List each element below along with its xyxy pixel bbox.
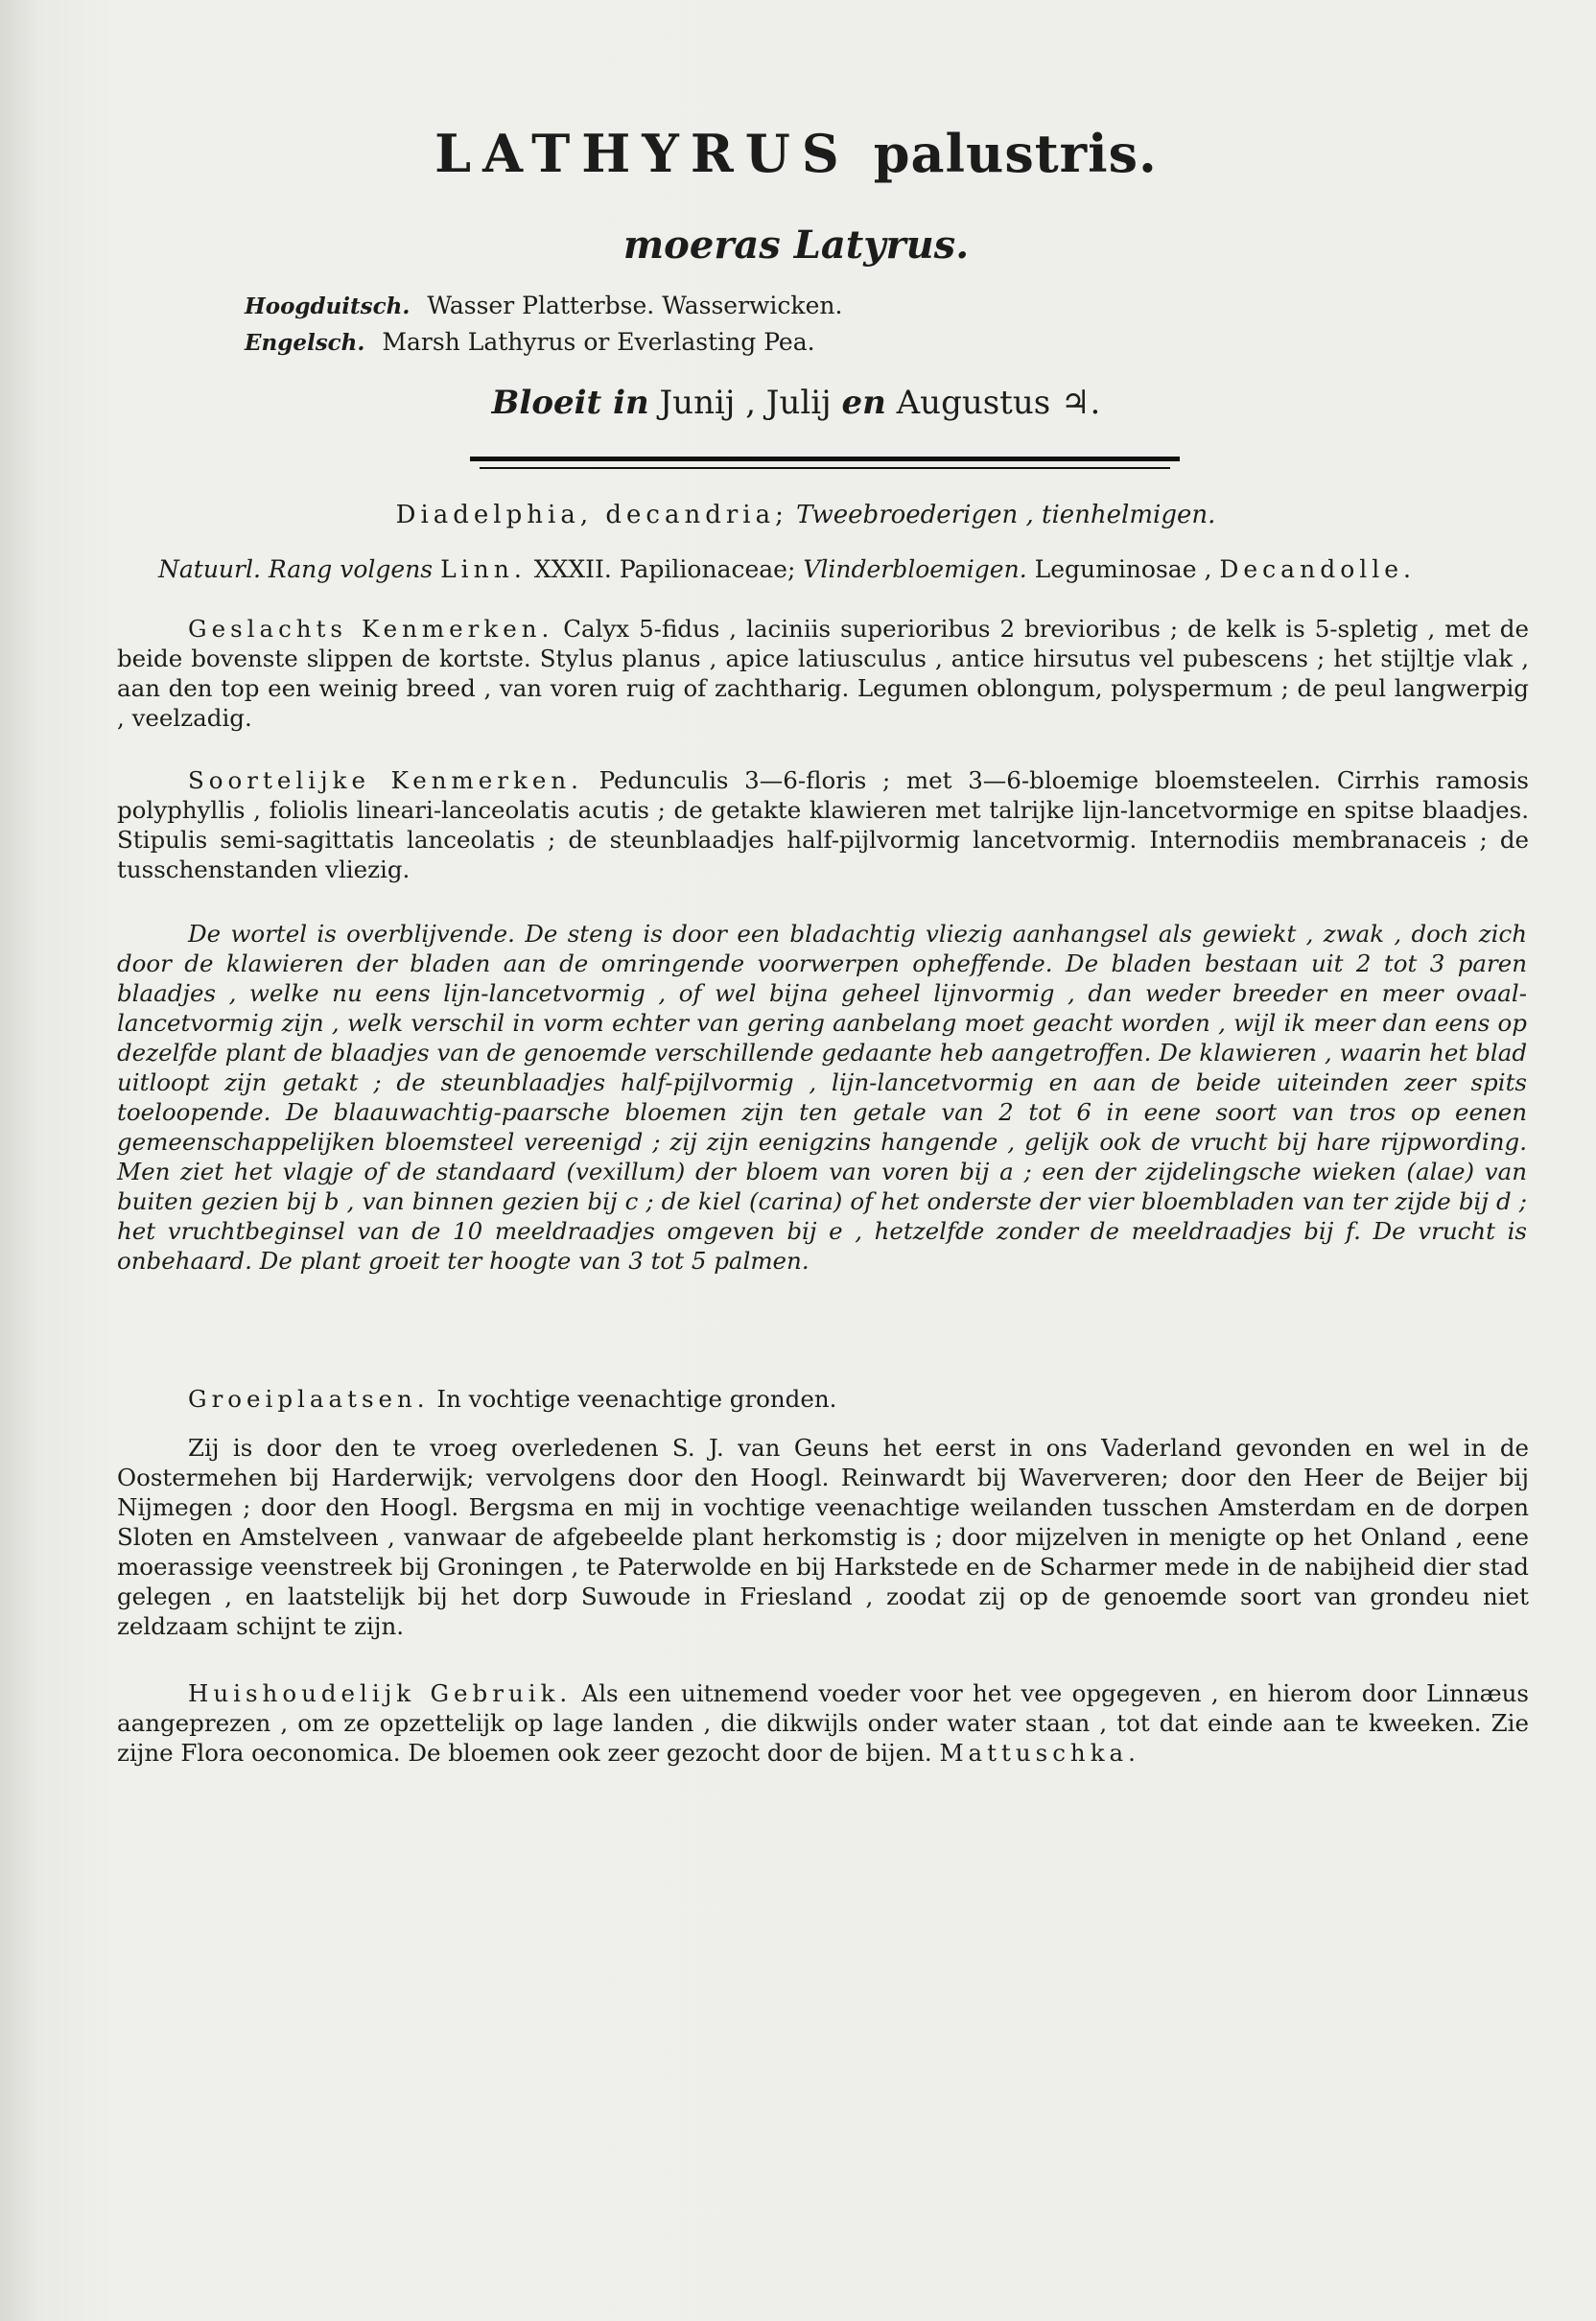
- name-line-english: [245, 324, 1108, 362]
- perennial-symbol: ♃.: [1061, 384, 1101, 422]
- habitat-heading: Groeiplaatsen.: [188, 1385, 430, 1413]
- linnean-class: Diadelphia, decandria;: [395, 501, 788, 529]
- page-title: [317, 123, 1276, 184]
- bloom-period: [317, 384, 1276, 422]
- vernacular-name: moeras Latyrus.: [622, 223, 970, 268]
- economic-use-text: Als een uitnemend voeder voor het vee opgegeven , en hierom door Linnæus aangeprezen , om ze opzettelijk op lage landen , die dikwijls onder water staan , tot dat einde aan te kweeken. Zie zijne Flora oeconomica. De bloemen ook zeer gezocht door de bijen.: [117, 1679, 1529, 1767]
- bloom-label: Bloeit in: [491, 384, 649, 422]
- genus-name: LATHYRUS: [434, 123, 851, 184]
- bloom-last: Augustus: [896, 384, 1051, 422]
- rank-number: XXXII.: [533, 555, 612, 583]
- bloom-months: Junij , Julij: [659, 384, 832, 422]
- name-text: Marsh Lathyrus or Everlasting Pea.: [382, 328, 815, 356]
- rank-family: Papilionaceae;: [619, 555, 796, 583]
- economic-use-author: Mattuschka.: [939, 1739, 1140, 1767]
- economic-use-heading: Huishoudelijk Gebruik.: [188, 1679, 573, 1707]
- rank-family-dutch: Vlinderbloemigen.: [803, 555, 1027, 583]
- species-characters: [117, 765, 1529, 884]
- name-language: Hoogduitsch.: [245, 293, 411, 319]
- name-line-german: [245, 288, 1108, 325]
- name-language: Engelsch.: [245, 330, 365, 356]
- rank-label: Natuurl. Rang volgens: [158, 555, 434, 583]
- species-characters-text: Pedunculis 3—6-floris ; met 3—6-bloemige bloemsteelen. Cirrhis ramosis polyphyllis , foliolis lineari-lanceolatis acutis ; de getakte klawieren met talrijke lijn-lancetvormige en spitse blaadjes. Stipulis semi-sagittatis lanceolatis ; de steunblaadjes half-pijlvormig lancetvormig. Internodiis membranaceis ; de tusschenstanden vliezig.: [117, 766, 1529, 883]
- genus-characters-heading: Geslachts Kenmerken.: [188, 615, 554, 643]
- divider-thin: [480, 467, 1170, 469]
- economic-use: [117, 1678, 1529, 1768]
- bloom-and: en: [841, 384, 886, 422]
- genus-characters-text: Calyx 5-fidus , laciniis superioribus 2 brevioribus ; de kelk is 5-spletig , met de beide bovenste slippen de kortste. Stylus planus , apice latiusculus , antice hirsutus vel pubescens ; het stijltje vlak , aan den top een weinig breed , van voren ruig of zachtharig. Legumen oblongum, polyspermum ; de peul langwerpig , veelzadig.: [117, 615, 1529, 732]
- dutch-class: Tweebroederigen , tienhelmigen.: [796, 501, 1216, 529]
- rank-alt: Leguminosae ,: [1034, 555, 1212, 583]
- genus-characters: [117, 614, 1529, 733]
- species-name: palustris.: [873, 123, 1158, 184]
- name-text: Wasser Platterbse. Wasserwicken.: [427, 292, 843, 319]
- species-characters-heading: Soortelijke Kenmerken.: [188, 766, 583, 794]
- classification: [173, 501, 1439, 529]
- natural-rank: [158, 554, 1491, 584]
- description: De wortel is overblijvende. De steng is door een bladachtig vliezig aanhangsel als gewiekt , zwak , doch zich door de klawieren der bladen aan de omringende voorwerpen opheffende. De bladen bestaan uit 2 tot 3 paren blaadjes , welke nu eens lijn-lancetvormig , of wel bijna geheel lijnvormig , dan weder breeder en meer ovaal-lancetvormig zijn , welk verschil in vorm echter van gering aanbelang moet geacht worden , wijl ik meer dan eens op dezelfde plant de blaadjes van de genoemde verschillende gedaante heb aangetroffen. De klawieren , waarin het blad uitloopt zijn getakt ; de steunblaadjes half-pijlvormig , lijn-lancetvormig en aan de beide uiteinden zeer spits toeloopende. De blaauwachtig-paarsche bloemen zijn ten getale van 2 tot 6 in eene soort van tros op eenen gemeenschappelijken bloemsteel vereenigd ; zij zijn eenigzins hangende , gelijk ook de vrucht bij hare rijpwording. Men ziet het vlagje of de standaard (vexillum) der bloem van voren bij a ; een der zijdelingsche wieken (alae) van buiten gezien bij b , van binnen gezien bij c ; de kiel (carina) of het onderste der vier bloembladen van ter zijde bij d ; het vruchtbeginsel van de 10 meeldraadjes omgeven bij e , hetzelfde zonder de meeldraadjes bij f. De vrucht is onbehaard. De plant groeit ter hoogte van 3 tot 5 palmen.: [117, 920, 1527, 1275]
- habitat: [117, 1384, 1529, 1414]
- rank-author: Decandolle.: [1219, 555, 1416, 583]
- divider-thick: [470, 457, 1180, 461]
- locations: Zij is door den te vroeg overledenen S. J. van Geuns het eerst in ons Vaderland gevonden en wel in de Oostermehen bij Harderwijk; vervolgens door den Hoogl. Reinwardt bij Waververen; door den Heer de Beijer bij Nijmegen ; door den Hoogl. Bergsma en mij in vochtige veenachtige weilanden tusschen Amsterdam en de dorpen Sloten en Amstelveen , vanwaar de afgebeelde plant herkomstig is ; door mijzelven in menigte op het Onland , eene moerassige veenstreek bij Groningen , te Paterwolde en bij Harkstede en de Scharmer mede in de nabijheid dier stad gelegen , en laatstelijk bij het dorp Suwoude in Friesland , zoodat zij op de genoemde soort van grondeu niet zeldzaam schijnt te zijn.: [117, 1434, 1529, 1640]
- habitat-text: In vochtige veenachtige gronden.: [436, 1385, 837, 1413]
- rank-linn: Linn.: [440, 555, 527, 583]
